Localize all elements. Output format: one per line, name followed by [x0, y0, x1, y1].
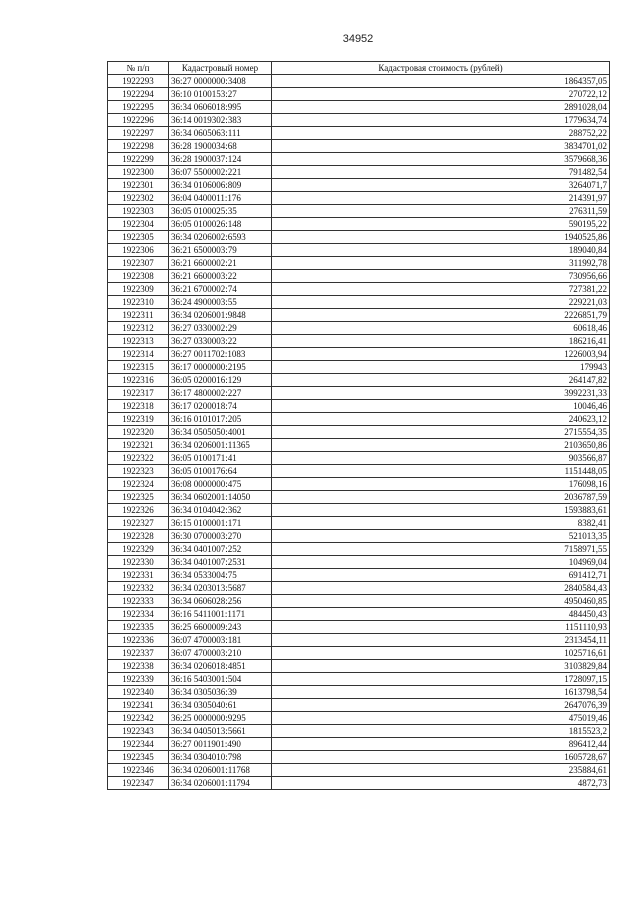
table-row [108, 478, 610, 491]
table-row [108, 205, 610, 218]
cadastral-value-cell: 3834701,02 [272, 140, 610, 153]
cadastral-value-cell: 4950460,85 [272, 595, 610, 608]
cadastral-number-cell: 36:34 0401007:2531 [169, 556, 272, 569]
cadastral-value-cell: 189040,84 [272, 244, 610, 257]
row-number-cell: 1922329 [108, 543, 169, 556]
cadastral-number-cell: 36:34 0206001:11794 [169, 777, 272, 790]
cadastral-number-cell: 36:34 0305040:61 [169, 699, 272, 712]
table-row [108, 322, 610, 335]
row-number-cell: 1922319 [108, 413, 169, 426]
row-number-cell: 1922303 [108, 205, 169, 218]
cadastral-number-cell: 36:08 0000000:475 [169, 478, 272, 491]
table-row [108, 647, 610, 660]
cadastral-number-cell: 36:34 0305036:39 [169, 686, 272, 699]
table-row [108, 582, 610, 595]
cadastral-value-cell: 2226851,79 [272, 309, 610, 322]
row-number-cell: 1922331 [108, 569, 169, 582]
table-row [108, 764, 610, 777]
cadastral-number-cell: 36:27 0011901:490 [169, 738, 272, 751]
table-row [108, 660, 610, 673]
cadastral-number-cell: 36:30 0700003:270 [169, 530, 272, 543]
row-number-cell: 1922313 [108, 335, 169, 348]
cadastral-value-cell: 264147,82 [272, 374, 610, 387]
row-number-cell: 1922343 [108, 725, 169, 738]
table-row [108, 517, 610, 530]
cadastral-value-cell: 10046,46 [272, 400, 610, 413]
cadastral-number-cell: 36:34 0401007:252 [169, 543, 272, 556]
cadastral-number-cell: 36:34 0505050:4001 [169, 426, 272, 439]
row-number-cell: 1922340 [108, 686, 169, 699]
table-row [108, 114, 610, 127]
table-row [108, 400, 610, 413]
row-number-cell: 1922314 [108, 348, 169, 361]
row-number-cell: 1922302 [108, 192, 169, 205]
row-number-cell: 1922310 [108, 296, 169, 309]
cadastral-value-cell: 1864357,05 [272, 75, 610, 88]
cadastral-number-cell: 36:21 6500003:79 [169, 244, 272, 257]
column-header-cadastral-value: Кадастровая стоимость (рублей) [272, 62, 610, 75]
cadastral-number-cell: 36:21 6600002:21 [169, 257, 272, 270]
cadastral-value-cell: 903566,87 [272, 452, 610, 465]
row-number-cell: 1922315 [108, 361, 169, 374]
row-number-cell: 1922344 [108, 738, 169, 751]
cadastral-value-table [107, 61, 610, 790]
row-number-cell: 1922342 [108, 712, 169, 725]
table-row [108, 296, 610, 309]
row-number-cell: 1922294 [108, 88, 169, 101]
table-row [108, 153, 610, 166]
row-number-cell: 1922320 [108, 426, 169, 439]
cadastral-value-cell: 235884,61 [272, 764, 610, 777]
cadastral-value-cell: 2840584,43 [272, 582, 610, 595]
cadastral-number-cell: 36:05 0100171:41 [169, 452, 272, 465]
cadastral-value-cell: 1940525,86 [272, 231, 610, 244]
cadastral-value-cell: 521013,35 [272, 530, 610, 543]
cadastral-value-cell: 229221,03 [272, 296, 610, 309]
table-row [108, 439, 610, 452]
cadastral-value-cell: 727381,22 [272, 283, 610, 296]
table-row [108, 101, 610, 114]
table-header-row [108, 62, 610, 75]
table-row [108, 738, 610, 751]
table-row [108, 348, 610, 361]
table-row [108, 244, 610, 257]
cadastral-value-cell: 3579668,36 [272, 153, 610, 166]
row-number-cell: 1922328 [108, 530, 169, 543]
cadastral-value-cell: 7158971,55 [272, 543, 610, 556]
cadastral-number-cell: 36:34 0203013:5687 [169, 582, 272, 595]
row-number-cell: 1922339 [108, 673, 169, 686]
table-row [108, 257, 610, 270]
cadastral-number-cell: 36:34 0206001:11365 [169, 439, 272, 452]
cadastral-number-cell: 36:17 0200018:74 [169, 400, 272, 413]
table-row [108, 621, 610, 634]
cadastral-number-cell: 36:34 0106006:809 [169, 179, 272, 192]
table-row [108, 504, 610, 517]
cadastral-value-cell: 1151110,93 [272, 621, 610, 634]
cadastral-value-cell: 1226003,94 [272, 348, 610, 361]
cadastral-value-cell: 176098,16 [272, 478, 610, 491]
row-number-cell: 1922321 [108, 439, 169, 452]
table-row [108, 777, 610, 790]
cadastral-number-cell: 36:34 0605063:111 [169, 127, 272, 140]
cadastral-number-cell: 36:34 0206001:9848 [169, 309, 272, 322]
cadastral-value-cell: 1728097,15 [272, 673, 610, 686]
table-row [108, 374, 610, 387]
row-number-cell: 1922308 [108, 270, 169, 283]
row-number-cell: 1922345 [108, 751, 169, 764]
row-number-cell: 1922322 [108, 452, 169, 465]
cadastral-value-cell: 730956,66 [272, 270, 610, 283]
row-number-cell: 1922346 [108, 764, 169, 777]
table-row [108, 309, 610, 322]
table-row [108, 426, 610, 439]
table-row [108, 673, 610, 686]
row-number-cell: 1922341 [108, 699, 169, 712]
row-number-cell: 1922330 [108, 556, 169, 569]
table-row [108, 595, 610, 608]
cadastral-value-cell: 3992231,33 [272, 387, 610, 400]
cadastral-number-cell: 36:34 0606018:995 [169, 101, 272, 114]
row-number-cell: 1922327 [108, 517, 169, 530]
cadastral-value-cell: 1593883,61 [272, 504, 610, 517]
table-row [108, 192, 610, 205]
table-row [108, 491, 610, 504]
cadastral-number-cell: 36:07 4700003:181 [169, 634, 272, 647]
cadastral-value-cell: 8382,41 [272, 517, 610, 530]
table-row [108, 335, 610, 348]
row-number-cell: 1922334 [108, 608, 169, 621]
row-number-cell: 1922338 [108, 660, 169, 673]
cadastral-value-cell: 590195,22 [272, 218, 610, 231]
cadastral-number-cell: 36:14 0019302:383 [169, 114, 272, 127]
cadastral-number-cell: 36:05 0100176:64 [169, 465, 272, 478]
cadastral-number-cell: 36:25 0000000:9295 [169, 712, 272, 725]
table-row [108, 166, 610, 179]
row-number-cell: 1922298 [108, 140, 169, 153]
row-number-cell: 1922326 [108, 504, 169, 517]
row-number-cell: 1922306 [108, 244, 169, 257]
row-number-cell: 1922300 [108, 166, 169, 179]
row-number-cell: 1922333 [108, 595, 169, 608]
row-number-cell: 1922304 [108, 218, 169, 231]
cadastral-number-cell: 36:16 0101017:205 [169, 413, 272, 426]
cadastral-value-cell: 475019,46 [272, 712, 610, 725]
cadastral-number-cell: 36:04 0400011:176 [169, 192, 272, 205]
cadastral-number-cell: 36:27 0330002:29 [169, 322, 272, 335]
row-number-cell: 1922337 [108, 647, 169, 660]
row-number-cell: 1922324 [108, 478, 169, 491]
cadastral-value-cell: 1613798,54 [272, 686, 610, 699]
row-number-cell: 1922325 [108, 491, 169, 504]
table-row [108, 270, 610, 283]
page-number: 34952 [342, 33, 374, 45]
cadastral-value-cell: 2036787,59 [272, 491, 610, 504]
cadastral-number-cell: 36:34 0533004:75 [169, 569, 272, 582]
cadastral-number-cell: 36:17 0000000:2195 [169, 361, 272, 374]
cadastral-number-cell: 36:05 0200016:129 [169, 374, 272, 387]
cadastral-number-cell: 36:16 5411001:1171 [169, 608, 272, 621]
cadastral-number-cell: 36:34 0206001:11768 [169, 764, 272, 777]
table-row [108, 218, 610, 231]
row-number-cell: 1922332 [108, 582, 169, 595]
table-body [108, 75, 610, 790]
cadastral-value-cell: 1151448,05 [272, 465, 610, 478]
table-row [108, 413, 610, 426]
table-row [108, 179, 610, 192]
table-row [108, 88, 610, 101]
cadastral-value-cell: 3264071,7 [272, 179, 610, 192]
cadastral-number-cell: 36:27 0330003:22 [169, 335, 272, 348]
table-row [108, 75, 610, 88]
cadastral-value-cell: 3103829,84 [272, 660, 610, 673]
column-header-row-number: № п/п [108, 62, 169, 75]
column-header-cadastral-number: Кадастровый номер [169, 62, 272, 75]
table-row [108, 140, 610, 153]
cadastral-value-cell: 179943 [272, 361, 610, 374]
row-number-cell: 1922323 [108, 465, 169, 478]
cadastral-number-cell: 36:07 5500002:221 [169, 166, 272, 179]
cadastral-number-cell: 36:34 0104042:362 [169, 504, 272, 517]
row-number-cell: 1922299 [108, 153, 169, 166]
row-number-cell: 1922311 [108, 309, 169, 322]
table-row [108, 361, 610, 374]
table-row [108, 452, 610, 465]
row-number-cell: 1922295 [108, 101, 169, 114]
row-number-cell: 1922309 [108, 283, 169, 296]
row-number-cell: 1922307 [108, 257, 169, 270]
cadastral-value-cell: 214391,97 [272, 192, 610, 205]
cadastral-number-cell: 36:07 4700003:210 [169, 647, 272, 660]
cadastral-value-cell: 4872,73 [272, 777, 610, 790]
cadastral-value-cell: 791482,54 [272, 166, 610, 179]
cadastral-value-cell: 2647076,39 [272, 699, 610, 712]
cadastral-number-cell: 36:34 0206002:6593 [169, 231, 272, 244]
cadastral-number-cell: 36:28 1900037:124 [169, 153, 272, 166]
cadastral-value-cell: 484450,43 [272, 608, 610, 621]
cadastral-number-cell: 36:17 4800002:227 [169, 387, 272, 400]
cadastral-number-cell: 36:27 0011702:1083 [169, 348, 272, 361]
cadastral-value-cell: 1779634,74 [272, 114, 610, 127]
cadastral-value-cell: 2313454,11 [272, 634, 610, 647]
row-number-cell: 1922293 [108, 75, 169, 88]
cadastral-value-cell: 896412,44 [272, 738, 610, 751]
table-row [108, 608, 610, 621]
cadastral-number-cell: 36:27 0000000:3408 [169, 75, 272, 88]
cadastral-number-cell: 36:25 6600009:243 [169, 621, 272, 634]
cadastral-value-cell: 60618,46 [272, 322, 610, 335]
row-number-cell: 1922296 [108, 114, 169, 127]
table-row [108, 699, 610, 712]
cadastral-value-cell: 1025716,61 [272, 647, 610, 660]
cadastral-number-cell: 36:05 0100025:35 [169, 205, 272, 218]
table-row [108, 530, 610, 543]
cadastral-value-cell: 691412,71 [272, 569, 610, 582]
row-number-cell: 1922347 [108, 777, 169, 790]
cadastral-number-cell: 36:28 1900034:68 [169, 140, 272, 153]
cadastral-value-cell: 2891028,04 [272, 101, 610, 114]
table-row [108, 127, 610, 140]
cadastral-value-cell: 311992,78 [272, 257, 610, 270]
row-number-cell: 1922305 [108, 231, 169, 244]
row-number-cell: 1922336 [108, 634, 169, 647]
cadastral-number-cell: 36:21 6700002:74 [169, 283, 272, 296]
cadastral-number-cell: 36:21 6600003:22 [169, 270, 272, 283]
table-row [108, 569, 610, 582]
cadastral-value-cell: 104969,04 [272, 556, 610, 569]
table-row [108, 712, 610, 725]
row-number-cell: 1922316 [108, 374, 169, 387]
cadastral-number-cell: 36:05 0100026:148 [169, 218, 272, 231]
cadastral-number-cell: 36:34 0405013:5661 [169, 725, 272, 738]
cadastral-value-cell: 1815523,2 [272, 725, 610, 738]
cadastral-number-cell: 36:16 5403001:504 [169, 673, 272, 686]
row-number-cell: 1922301 [108, 179, 169, 192]
table-row [108, 231, 610, 244]
cadastral-number-cell: 36:34 0206018:4851 [169, 660, 272, 673]
table-row [108, 556, 610, 569]
table-row [108, 725, 610, 738]
cadastral-value-cell: 276311,59 [272, 205, 610, 218]
row-number-cell: 1922318 [108, 400, 169, 413]
cadastral-value-cell: 2715554,35 [272, 426, 610, 439]
cadastral-number-cell: 36:34 0602001:14050 [169, 491, 272, 504]
table-row [108, 387, 610, 400]
cadastral-value-cell: 270722,12 [272, 88, 610, 101]
table-row [108, 634, 610, 647]
table-row [108, 283, 610, 296]
row-number-cell: 1922312 [108, 322, 169, 335]
cadastral-value-cell: 2103650,86 [272, 439, 610, 452]
cadastral-value-cell: 240623,12 [272, 413, 610, 426]
table-row [108, 465, 610, 478]
cadastral-value-cell: 186216,41 [272, 335, 610, 348]
cadastral-number-cell: 36:34 0304010:798 [169, 751, 272, 764]
cadastral-number-cell: 36:34 0606028:256 [169, 595, 272, 608]
cadastral-number-cell: 36:10 0100153:27 [169, 88, 272, 101]
table-row [108, 686, 610, 699]
cadastral-value-cell: 1605728,67 [272, 751, 610, 764]
row-number-cell: 1922317 [108, 387, 169, 400]
cadastral-number-cell: 36:24 4900003:55 [169, 296, 272, 309]
cadastral-value-cell: 288752,22 [272, 127, 610, 140]
table-row [108, 751, 610, 764]
row-number-cell: 1922297 [108, 127, 169, 140]
cadastral-number-cell: 36:15 0100001:171 [169, 517, 272, 530]
table-row [108, 543, 610, 556]
row-number-cell: 1922335 [108, 621, 169, 634]
